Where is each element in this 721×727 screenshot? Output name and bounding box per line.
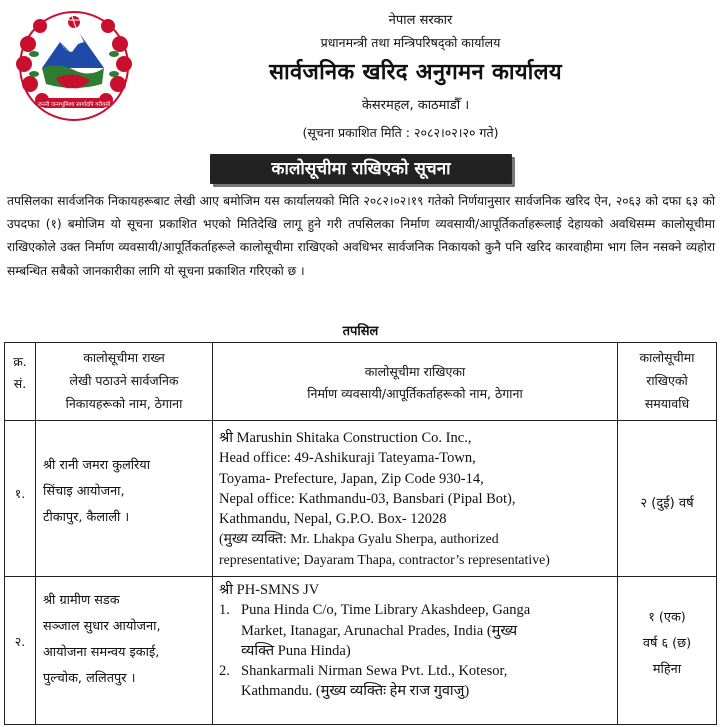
row1-entity: श्री रानी जमरा कुलरिया सिंचाइ आयोजना, टीकापुर, कैलाली । — [43, 458, 151, 525]
row1-serial: १. — [14, 486, 26, 501]
emblem-motto: जननी जन्मभूमिश्च स्वर्गादपि गरीयसी — [37, 102, 111, 108]
header-firm: कालोसूचीमा राखिएका निर्माण व्यवसायी/आपूर्तिकर्ताहरूको नाम, ठेगाना — [307, 364, 523, 401]
row1-firm: श्री Marushin Shitaka Construction Co. Inc., Head office: 49-Ashikuraji Tateyama-Town, Toyama- Prefecture, Japan, Zip Code 930-14, Nepal office: Kathmandu-03, Bansbari (Pipal Bot), Kathmandu, Nepal, G.P.O. Box- 12028 (मुख्य व्यक्ति: Mr. Lhakpa Gyalu Sherpa, authorized representative; Dayaram Thapa, contractor’s representative) — [219, 430, 550, 567]
ministry-name: प्रधानमन्त्री तथा मन्त्रिपरिषद्को कार्यालय — [320, 35, 501, 50]
blacklist-table — [4, 342, 717, 725]
row2-firm-item-2: 2. Shankarmali Nirman Sewa Pvt. Ltd., Kotesor, Kathmandu. (मुख्य व्यक्तिः हेम राज गुवाजु) — [219, 663, 508, 700]
office-name: सार्वजनिक खरिद अनुगमन कार्यालय — [269, 60, 562, 85]
publication-date: (सूचना प्रकाशित मिति : २०८२।०२।२० गते) — [302, 125, 499, 140]
row1-period: २ (दुई) वर्ष — [640, 496, 694, 511]
row2-period: १ (एक) वर्ष ६ (छ) महिना — [642, 610, 692, 677]
header-entity: कालोसूचीमा राख्न लेखी पठाउने सार्वजनिक निकायहरूको नाम, ठेगाना — [65, 350, 183, 411]
office-address: केसरमहल, काठमाडौँ । — [361, 98, 470, 113]
gov-name: नेपाल सरकार — [388, 13, 453, 28]
schedule-label: तपसिल — [342, 324, 379, 339]
row2-entity: श्री ग्रामीण सडक सञ्जाल सुधार आयोजना, आयोजना समन्वय इकाई, पुल्चोक, ललितपुर । — [43, 593, 161, 686]
row2-serial: २. — [14, 634, 26, 649]
notice-title-banner: कालोसूचीमा राखिएको सूचना — [210, 154, 512, 184]
header-serial: क्र. सं. — [13, 354, 27, 391]
notice-paragraph: तपसिलका सार्वजनिक निकायहरूबाट लेखी आए बमोजिम यस कार्यालयको मिति २०८२।०२।१९ गतेको निर्णयानुसार सार्वजनिक खरिद ऐन, २०६३ को दफा ६३ को उपदफा (१) बमोजिम यो सूचना प्रकाशित भएको मितिदेखि लागू हुने गरी तपसिलका निर्माण व्यवसायी/आपूर्तिकर्ताहरूलाई देहायको अवधिसम्म कालोसूचीमा राखिएकोले उक्त निर्माण व्यवसायी/आपूर्तिकर्ताहरूले कालोसूचीमा राखिएको अवधिभर सार्वजनिक निकायको कुनै पनि खरिद कारवाहीमा भाग लिन नसक्ने व्यहोरा सम्बन्धित सबैको जानकारीका लागि यो सूचना प्रकाशित गरिएको छ । — [7, 194, 715, 278]
row2-firm: श्री PH-SMNS JV 1. Puna Hinda C/o, Time Library Akashdeep, Ganga Market, Itanagar, Arunachal Prades, India (मुख्य व्यक्ति Puna Hinda) 2. Shankarmali Nirman Sewa Pvt. Ltd., Kotesor, Kathmandu. (मुख्य व्यक्तिः हेम राज गुवाजु) — [219, 580, 615, 702]
row2-firm-item-1: 1. Puna Hinda C/o, Time Library Akashdeep, Ganga Market, Itanagar, Arunachal Prades, India (मुख्य व्यक्ति Puna Hinda) — [219, 602, 531, 659]
header-period: कालोसूचीमा राखिएको समयावधि — [639, 350, 695, 411]
